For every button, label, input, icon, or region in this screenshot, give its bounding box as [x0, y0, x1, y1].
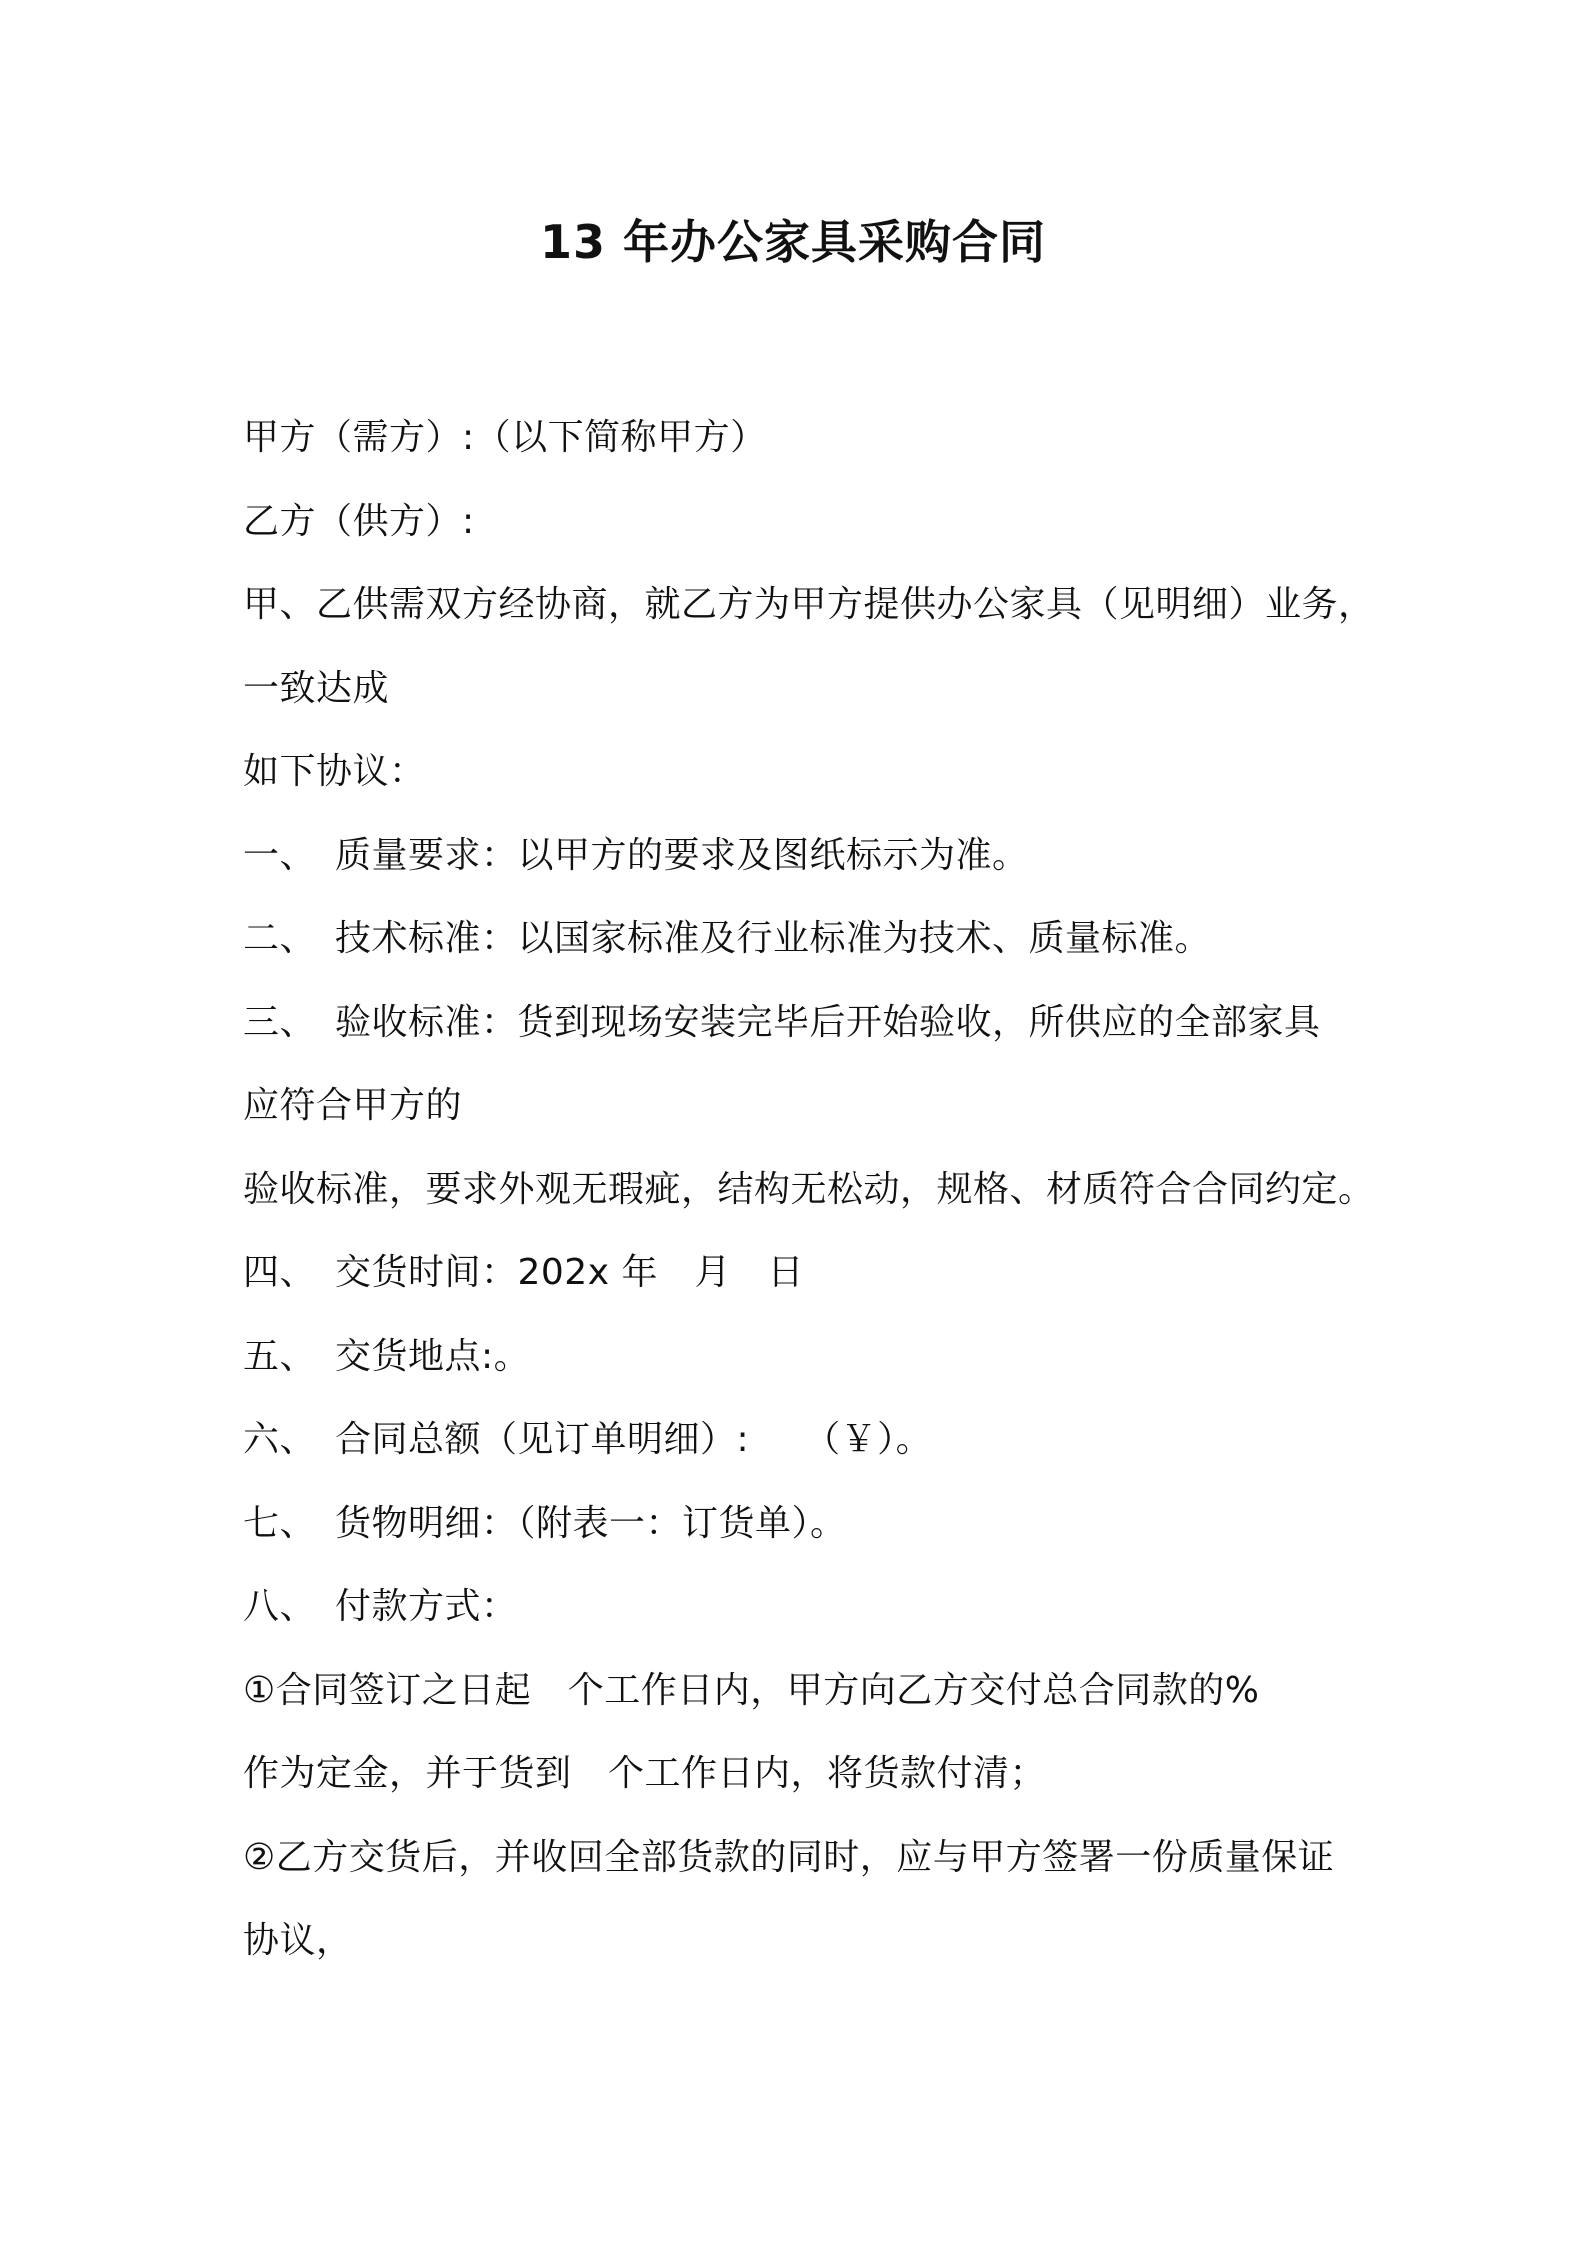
clause-number: 二、	[243, 918, 317, 959]
clause-number: 八、	[243, 1586, 317, 1627]
clause-text: 一致达成	[243, 667, 390, 709]
document-title: 13 年办公家具采购合同	[539, 215, 1047, 269]
clause-7	[243, 1494, 1373, 1578]
contract-body	[243, 408, 1373, 1995]
clause-number: 五、	[243, 1335, 317, 1377]
paragraph-line	[243, 1828, 1373, 1912]
clause-text: 货物明细：（附表一：订货单）。	[335, 1502, 847, 1544]
clause-text: 质量要求：以甲方的要求及图纸标示为准。	[335, 834, 1029, 876]
clause-3	[243, 993, 1373, 1077]
paragraph-line	[243, 742, 1373, 826]
clause-8	[243, 1577, 1373, 1661]
clause-text: 如下协议：	[243, 751, 426, 792]
paragraph-line	[243, 1076, 1373, 1160]
clause-2	[243, 909, 1373, 993]
paragraph-line	[243, 1744, 1373, 1828]
clause-number: 七、	[243, 1502, 317, 1544]
clause-text: 作为定金，并于货到 个工作日内，将货款付清；	[243, 1753, 1047, 1794]
clause-text: 甲、乙供需双方经协商，就乙方为甲方提供办公家具（见明细）业务，	[243, 584, 1375, 625]
paragraph-line	[243, 575, 1373, 659]
clause-text: 付款方式：	[335, 1586, 518, 1627]
clause-number: 四、	[243, 1252, 317, 1293]
clause-text: 验收标准：货到现场安装完毕后开始验收，所供应的全部家具	[335, 1001, 1321, 1043]
clause-number: 一、	[243, 834, 317, 876]
clause-text: 技术标准：以国家标准及行业标准为技术、质量标准。	[335, 918, 1212, 959]
paragraph-line	[243, 659, 1373, 743]
paragraph-line	[243, 492, 1373, 576]
clause-number: 六、	[243, 1419, 317, 1460]
clause-text: 应符合甲方的	[243, 1085, 463, 1126]
clause-text: 甲方（需方）:（以下简称甲方）	[243, 417, 767, 458]
clause-5	[243, 1327, 1373, 1411]
clause-text: ②乙方交货后，并收回全部货款的同时，应与甲方签署一份质量保证	[243, 1836, 1335, 1878]
clause-1	[243, 826, 1373, 910]
clause-4	[243, 1243, 1373, 1327]
clause-6	[243, 1410, 1373, 1494]
clause-text: ①合同签订之日起 个工作日内，甲方向乙方交付总合同款的%	[243, 1669, 1260, 1711]
clause-text: 协议，	[243, 1920, 353, 1961]
paragraph-line	[243, 408, 1373, 492]
clause-text: 交货时间：202x 年 月 日	[335, 1252, 804, 1293]
paragraph-line	[243, 1661, 1373, 1745]
clause-text: 交货地点:。	[335, 1335, 531, 1377]
paragraph-line	[243, 1911, 1373, 1995]
clause-text: 验收标准，要求外观无瑕疵，结构无松动，规格、材质符合合同约定。	[243, 1168, 1375, 1210]
clause-number: 三、	[243, 1001, 317, 1043]
clause-text: 合同总额（见订单明细）: （￥）。	[335, 1419, 933, 1460]
clause-text: 乙方（供方）:	[243, 500, 475, 542]
paragraph-line	[243, 1160, 1373, 1244]
